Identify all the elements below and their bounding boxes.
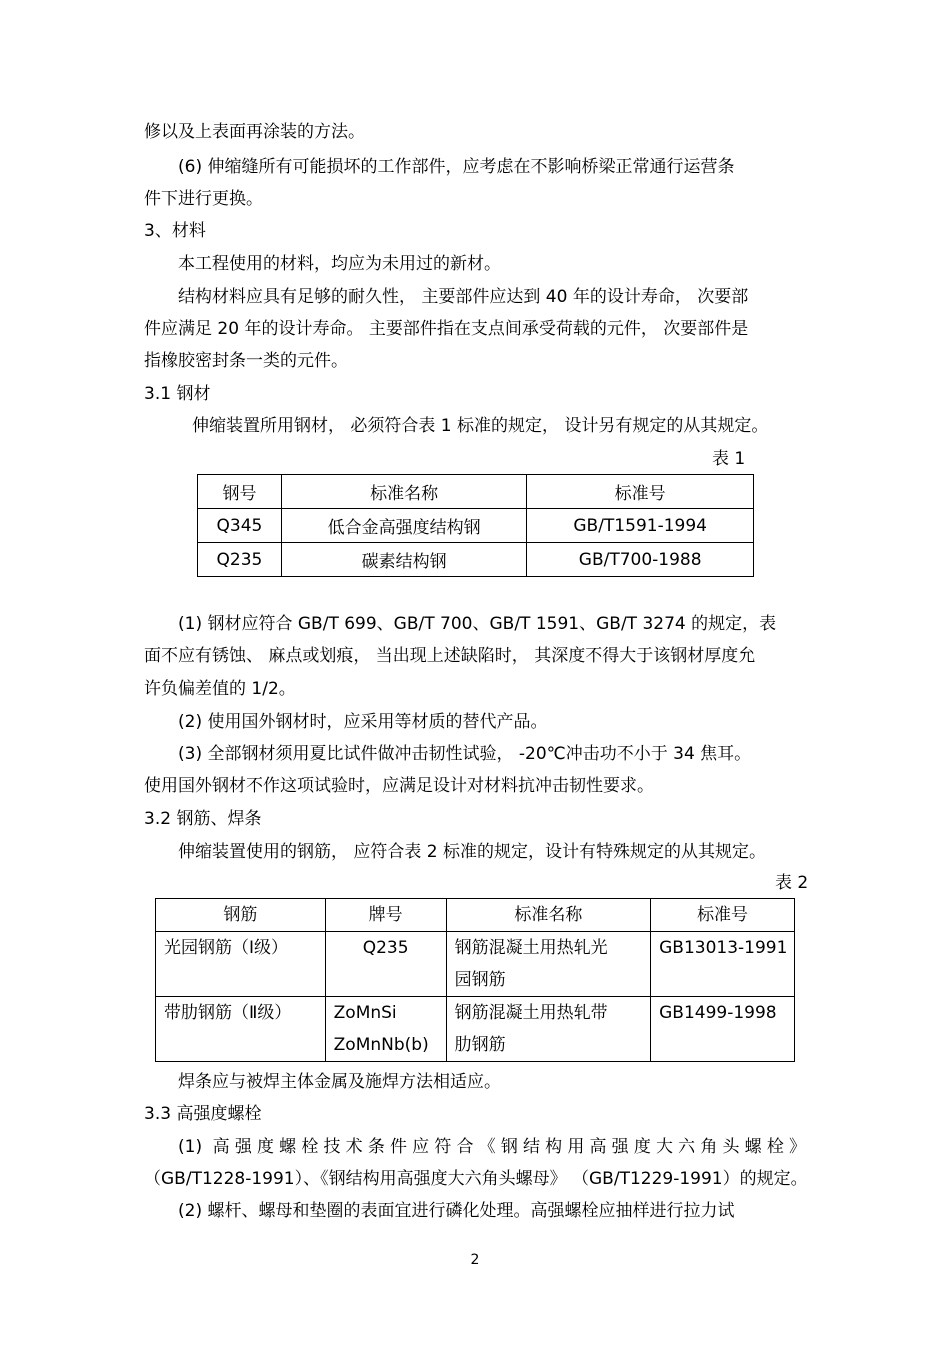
table-cell: [446, 932, 651, 997]
text-line: （GB/T1228-1991）、《钢结构用高强度大六角头螺母》 （GB/T1229-1991）的规定。: [144, 1169, 808, 1189]
cell-line: ZoMnSi: [333, 1003, 397, 1023]
table-header-cell: 钢筋: [156, 899, 326, 932]
table-header-cell: 标准名称: [281, 475, 526, 509]
text-line: (2) 螺杆、螺母和垫圈的表面宜进行磷化处理。高强螺栓应抽样进行拉力试: [178, 1201, 735, 1221]
table-header-cell: 标准号: [527, 475, 754, 509]
text-line: 使用国外钢材不作这项试验时，应满足设计对材料抗冲击韧性要求。: [144, 776, 654, 796]
cell-line: 园钢筋: [454, 970, 506, 990]
text-line: 焊条应与被焊主体金属及施焊方法相适应。: [178, 1072, 501, 1092]
text-line: 本工程使用的材料，均应为未用过的新材。: [178, 254, 501, 274]
table-1: [197, 474, 754, 577]
text-line: (2) 使用国外钢材时，应采用等材质的替代产品。: [178, 712, 548, 732]
table-cell: [446, 997, 651, 1062]
table-header-row: [156, 899, 795, 932]
table-cell: [325, 997, 446, 1062]
page-number: 2: [470, 1252, 480, 1268]
table-cell: GB13013-1991: [651, 932, 795, 997]
table-row: [198, 543, 754, 577]
table-cell: Q235: [325, 932, 446, 997]
table-row: [156, 932, 795, 997]
text-line: (3) 全部钢材须用夏比试件做冲击韧性试验， -20℃冲击功不小于 34 焦耳。: [178, 744, 752, 764]
table-cell: 光园钢筋（Ⅰ级）: [156, 932, 326, 997]
text-line: 面不应有锈蚀、 麻点或划痕， 当出现上述缺陷时， 其深度不得大于该钢材厚度允: [144, 646, 756, 666]
section-heading: 3.3 高强度螺栓: [144, 1104, 262, 1124]
table-cell: 碳素结构钢: [281, 543, 526, 577]
text-line: 许负偏差值的 1/2。: [144, 679, 296, 699]
text-line: 修以及上表面再涂装的方法。: [144, 122, 365, 142]
table-cell: Q345: [198, 509, 282, 543]
table-row: [156, 997, 795, 1062]
table-cell: GB1499-1998: [651, 997, 795, 1062]
text-line: 指橡胶密封条一类的元件。: [144, 351, 348, 371]
text-line: 伸缩装置所用钢材， 必须符合表 1 标准的规定， 设计另有规定的从其规定。: [192, 416, 769, 436]
cell-line: 肋钢筋: [454, 1035, 506, 1055]
text-line: 结构材料应具有足够的耐久性， 主要部件应达到 40 年的设计寿命， 次要部: [178, 287, 749, 307]
table-header-cell: 标准名称: [446, 899, 651, 932]
cell-line: ZoMnNb(b): [333, 1035, 429, 1055]
table-2: [155, 898, 795, 1062]
text-line: 件应满足 20 年的设计寿命。 主要部件指在支点间承受荷载的元件， 次要部件是: [144, 319, 749, 339]
table-cell: 带肋钢筋（Ⅱ级）: [156, 997, 326, 1062]
text-line: (1) 钢材应符合 GB/T 699、GB/T 700、GB/T 1591、GB/T 3274 的规定，表: [178, 614, 777, 634]
table-row: [198, 509, 754, 543]
table-cell: GB/T1591-1994: [527, 509, 754, 543]
table-cell: Q235: [198, 543, 282, 577]
table-header-cell: 标准号: [651, 899, 795, 932]
cell-line: 钢筋混凝土用热轧带: [454, 1003, 608, 1023]
table-header-cell: 钢号: [198, 475, 282, 509]
section-heading: 3.2 钢筋、焊条: [144, 809, 262, 829]
table-cell: 低合金高强度结构钢: [281, 509, 526, 543]
table-caption: 表 1: [712, 449, 746, 469]
section-heading: 3、材料: [144, 221, 206, 241]
cell-line: 钢筋混凝土用热轧光: [454, 938, 608, 958]
table-header-row: [198, 475, 754, 509]
text-line: (1) 高强度螺栓技术条件应符合《钢结构用高强度大六角头螺栓》: [178, 1137, 806, 1157]
text-line: (6) 伸缩缝所有可能损坏的工作部件，应考虑在不影响桥梁正常通行运营条: [178, 157, 735, 177]
table-cell: GB/T700-1988: [527, 543, 754, 577]
text-line: 伸缩装置使用的钢筋， 应符合表 2 标准的规定，设计有特殊规定的从其规定。: [178, 842, 767, 862]
table-header-cell: 牌号: [325, 899, 446, 932]
table-caption: 表 2: [775, 873, 809, 893]
section-heading: 3.1 钢材: [144, 384, 211, 404]
text-line: 件下进行更换。: [144, 189, 263, 209]
